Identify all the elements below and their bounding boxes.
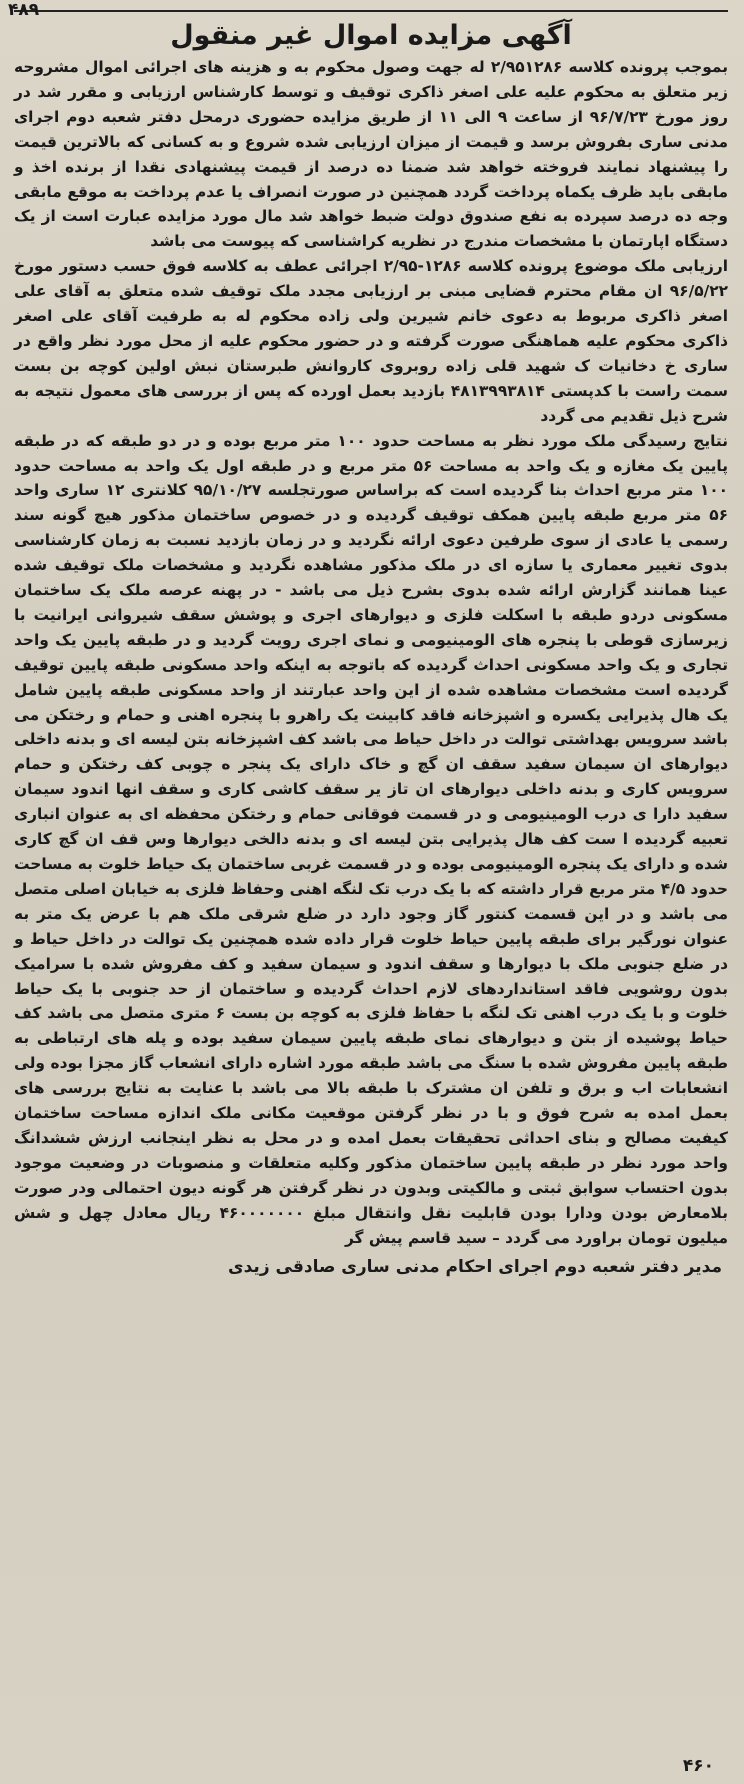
top-divider <box>14 10 728 12</box>
notice-body <box>14 55 728 1251</box>
paragraph-auction-terms: بموجب پرونده کلاسه ۲/۹۵۱۲۸۶ له جهت وصول محکوم به و هزینه های اجرائی اموال مشروحه زیر متعلق به محکوم علیه علی اصغر ذاکری توقیف و توسط کارشناس ارزیابی و مقرر شد در روز مورخ ۹۶/۷/۲۳ از ساعت ۹ الی ۱۱ از طریق مزایده حضوری درمحل دفتر شعبه دوم اجرای مدنی ساری بفروش برسد و قیمت از میزان ارزیابی شده شروع و به کسانی که بالاترین قیمت را پیشنهاد نمایند فروخته خواهد شد ضمنا ده درصد از قیمت پیشنهادی نقدا از برنده اخذ و مابقی باید ظرف یکماه پرداخت گردد همچنین در صورت انصراف یا عدم پرداخت به موقع مابقی وجه ده درصد سپرده به نفع صندوق دولت ضبط خواهد شد مال مورد مزایده عبارت است از یک دستگاه اپارتمان با مشخصات مندرج در نظریه کراشناسی که پیوست می باشد <box>14 58 728 251</box>
page-number-top: ۴۸۹ <box>8 0 40 20</box>
signature-line: مدیر دفتر شعبه دوم اجرای احکام مدنی ساری صادقی زیدی <box>228 1256 722 1277</box>
page-number-bottom: ۴۶۰ <box>682 1756 714 1776</box>
paragraph-appraisal-order: ارزیابی ملک موضوع پرونده کلاسه ۱۲۸۶-۲/۹۵ اجرائی عطف به کلاسه فوق حسب دستور مورخ ۹۶/۵/۲۲ ان مقام محترم قضایی مبنی بر ارزیابی مجدد ملک توقیف شده متعلق به آقای علی اصغر ذاکری مربوط به دعوی خانم شیرین ولی زاده محکوم له به طرفیت آقای علی اصغر ذاکری محکوم علیه هماهنگی صورت گرفته و در حضور محکوم علیه از محل مورد نظر واقع در ساری خ دخانیات ک شهید قلی زاده روبروی کاروانش طبرستان نبش اولین کوچه بن بست سمت راست با کدپستی ۴۸۱۳۹۹۳۸۱۴ بازدید بعمل اورده که پس از بررسی های معمول نتیجه به شرح ذیل تقدیم می گردد <box>14 257 729 425</box>
paragraph-appraisal-results: نتایج رسیدگی ملک مورد نظر به مساحت حدود ۱۰۰ متر مربع بوده و در دو طبقه که در طبقه پایین یک مغازه و یک واحد به مساحت ۵۶ متر مربع و در طبقه اول یک واحد به مساحت حدود ۱۰۰ متر مربع احداث بنا گردیده است که براساس صورتجلسه ۹۵/۱۰/۲۷ کلانتری ۱۲ ساری واحد ۵۶ متر مربع طبقه پایین همکف توقیف گردیده و در خصوص ساختمان مذکور هیچ گونه سند رسمی یا عادی از سوی طرفین دعوی ارائه نگردید و در زمان بازدید نسبت به زمان کارشناسی بدوی تغییر معماری یا سازه ای در ملک مذکور مشاهده نگردید و مشخصات ملک توقیف شده عینا همانند گزارش ارائه شده بدوی بشرح ذیل می باشد - در پهنه عرصه ملک یک ساختمان مسکونی دردو طبقه با اسکلت فلزی و دیوارهای اجری و پوشش سقف شیروانی ایرانیت با زیرسازی قوطی با پنجره های الومینیومی و نمای اجری رویت گردید و در طبقه پایین یک واحد تجاری و یک واحد مسکونی احداث گردیده که باتوجه به اینکه واحد مسکونی طبقه پایین توقیف گردیده است مشخصات مشاهده شده از این واحد عبارتند از واحد مسکونی طبقه پایین شامل یک هال پذیرایی یکسره و اشپزخانه فاقد کابینت یک راهرو با پنجره اهنی و حمام و رختکن می باشد سرویس بهداشتی توالت در داخل حیاط می باشد کف اشپزخانه بتن لیسه ای و بدنه داخلی دیوارهای ان سیمان سفید سقف ان گچ و خاک دارای یک پنجر ه چوبی کف رختکن و حمام سرویس کاری و بدنه داخلی دیوارهای ان تاز یر سقف کاشی کاری و سقف انها اندود سیمان سفید دارا ی درب الومینیومی و در قسمت فوقانی حمام و رختکن محفظه ای به عنوان انباری تعبیه گردیده ا ست کف هال پذیرایی بتن لیسه ای و بدنه دالخی دیوارها وس قف ان گچ کاری شده و دارای یک پنجره الومینیومی بوده و در قسمت غربی ساختمان یک حیاط خلوت به مساحت حدود ۴/۵ متر مربع قرار داشته که با یک درب تک لنگه اهنی وحفاظ فلزی به خیابان اصلی متصل می باشد و در این قسمت کنتور گاز وجود دارد در ضلع شرقی ملک هم با عرض یک متر به عنوان نورگیر برای طبقه پایین حیاط خلوت قرار داده شده همچنین یک توالت در داخل حیاط و در ضلع جنوبی ملک با دیوارها و سقف اندود و سیمان سفید و کف مفروش شده با سرامیک بدون روشویی فاقد استانداردهای لازم احداث گردیده و ساختمان از حد جنوبی با یک حیاط خلوت و با یک درب اهنی تک لنگه با حفاظ فلزی به کوچه بن بست ۶ متری متصل می باشد کف حیاط پوشیده از بتن و دیوارهای نمای طبقه پایین سیمان سفید بوده و پله های ارتباطی به طبقه پایین مفروش شده با سنگ می باشد طبقه مورد اشاره دارای انشعاب گاز مجزا بوده ولی انشعابات اب و برق و تلفن ان مشترک با طبقه بالا می باشد با عنایت به نتایج بررسی های بعمل امده به شرح فوق و با در نظر گرفتن موقعیت مکانی ملک اندازه مساحت ساختمان کیفیت مصالح و بنای احداثی تحقیقات بعمل امده و در محل به نظر اینجانب ارزش ششدانگ واحد مورد نظر در طبقه پایین ساختمان مذکور وکلیه متعلقات و منصوبات در وضعیت موجود بدون احتساب سوابق ثبتی و مالکیتی وبدون در نظر گرفتن هر گونه دیون احتمالی ودر صورت بلامعارض بودن ودارا بودن قابلیت نقل وانتقال مبلغ ۴۶۰۰۰۰۰۰۰ ریال معادل چهل و شش میلیون تومان براورد می گردد – سید قاسم پیش گر <box>14 431 729 1247</box>
notice-title: آگهی مزایده اموال غیر منقول <box>170 20 572 51</box>
